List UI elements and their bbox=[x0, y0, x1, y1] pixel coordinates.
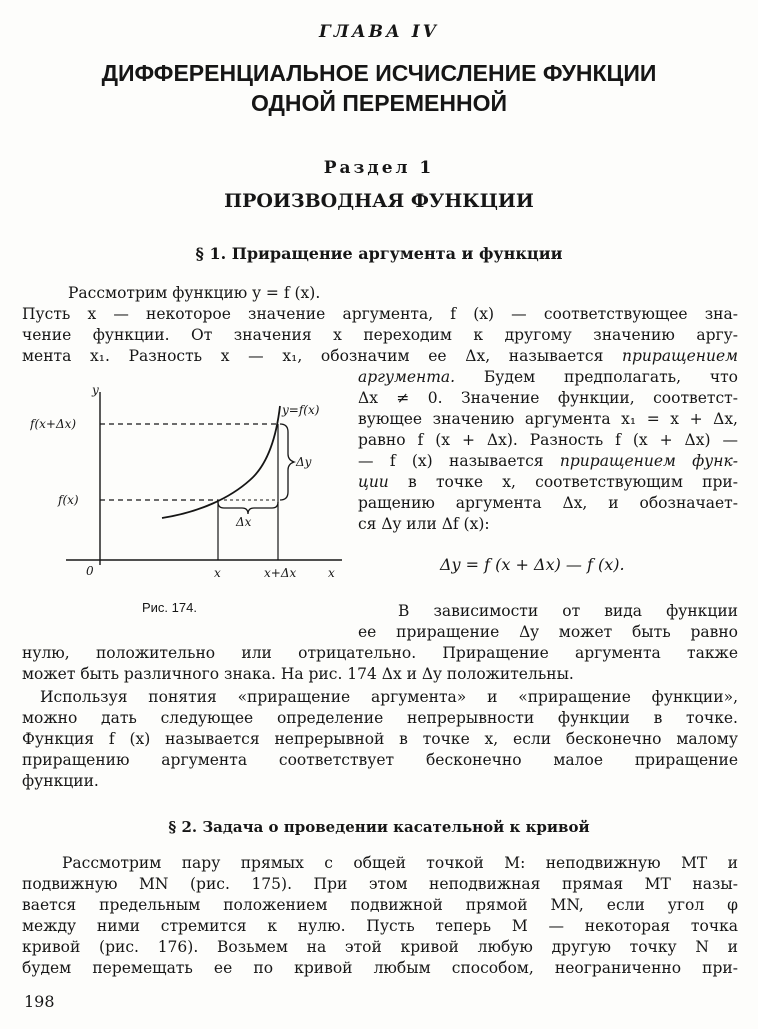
p3-line-3: Функция f (x) называется непрерывной в точке x, если бесконечно малому bbox=[22, 730, 738, 748]
p1-line-10 bbox=[358, 472, 738, 493]
p1-line-5-text: Будем предполагать, что bbox=[455, 368, 738, 386]
p3-line-1: Используя понятия «приращение аргумента» и «приращение функции», bbox=[40, 688, 738, 706]
p1-line-2: Пусть x — некоторое значение аргумента, f (x) — соответствующее зна- bbox=[22, 305, 738, 323]
p4-line-6: будем перемещать ее по кривой любым способом, неограниченно при- bbox=[22, 959, 738, 977]
p1-line-9-text: — f (x) называется bbox=[358, 452, 560, 470]
p1-line-8: равно f (x + Δx). Разность f (x + Δx) — bbox=[358, 431, 738, 449]
brace-dy bbox=[280, 424, 294, 500]
label-origin: 0 bbox=[86, 564, 94, 578]
p1-line-11: ращению аргумента Δx, и обозначает- bbox=[358, 494, 738, 512]
p1-line-12: ся Δy или Δf (x): bbox=[358, 515, 490, 533]
paragraph-1-title: § 1. Приращение аргумента и функции bbox=[195, 244, 563, 263]
formula-delta-y: Δy = f (x + Δx) — f (x). bbox=[440, 555, 625, 574]
p1-term-increment: приращением bbox=[622, 347, 738, 365]
p2-line-2: ее приращение Δy может быть равно bbox=[358, 623, 738, 641]
p1-line-1: Рассмотрим функцию y = f (x). bbox=[68, 284, 321, 302]
label-dy: Δy bbox=[296, 455, 312, 469]
chapter-title bbox=[0, 58, 758, 118]
label-y-axis: y bbox=[92, 383, 99, 397]
p1-line-5 bbox=[358, 367, 738, 388]
label-xdx: x+Δx bbox=[264, 566, 297, 580]
paragraph-2-title: § 2. Задача о проведении касательной к кривой bbox=[168, 818, 590, 836]
p4-line-1: Рассмотрим пару прямых с общей точкой M: неподвижную MT и bbox=[62, 854, 738, 872]
chapter-heading: ГЛАВА IV bbox=[319, 22, 439, 42]
p4-line-5: кривой (рис. 176). Возьмем на этой кривой любую другую точку N и bbox=[22, 938, 738, 956]
p1-term-tsii: ции bbox=[358, 473, 389, 491]
p1-term-func-increment: приращением функ- bbox=[559, 452, 738, 470]
p1-line-6: Δx ≠ 0. Значение функции, соответст- bbox=[358, 389, 738, 407]
p1-term-argument: аргумента. bbox=[358, 368, 456, 386]
p1-line-4-text: мента x₁. Разность x — x₁, обозначим ее Δx, называется bbox=[22, 347, 623, 365]
section-heading: Раздел 1 bbox=[323, 158, 435, 178]
figure-caption: Рис. 174. bbox=[142, 600, 197, 615]
p2-line-4: может быть различного знака. На рис. 174 Δx и Δy положительны. bbox=[22, 665, 574, 683]
label-x: x bbox=[214, 566, 221, 580]
p3-line-5: функции. bbox=[22, 772, 99, 790]
p2-line-1: В зависимости от вида функции bbox=[398, 602, 738, 620]
label-curve: y=f(x) bbox=[282, 403, 320, 417]
section-title: ПРОИЗВОДНАЯ ФУНКЦИИ bbox=[224, 190, 534, 212]
p4-line-4: между ними стремится к нулю. Пусть теперь M — некоторая точка bbox=[22, 917, 738, 935]
p1-line-9 bbox=[358, 451, 738, 472]
brace-dx bbox=[218, 502, 278, 514]
p1-line-7: вующее значению аргумента x₁ = x + Δx, bbox=[358, 410, 738, 428]
chapter-title-line1: ДИФФЕРЕНЦИАЛЬНОЕ ИСЧИСЛЕНИЕ ФУНКЦИИ bbox=[101, 60, 657, 86]
label-x-axis: x bbox=[328, 566, 335, 580]
p3-line-4: приращению аргумента соответствует бесконечно малое приращение bbox=[22, 751, 738, 769]
p1-line-4 bbox=[22, 346, 738, 367]
p4-line-2: подвижную MN (рис. 175). При этом неподвижная прямая MT назы- bbox=[22, 875, 738, 893]
label-fxdx: f(x+Δx) bbox=[30, 417, 77, 431]
label-dx: Δx bbox=[236, 515, 252, 529]
p1-line-10-text: в точке x, соответствующим при- bbox=[388, 473, 738, 491]
curve-f bbox=[162, 406, 280, 518]
p3-line-2: можно дать следующее определение непрерывности функции в точке. bbox=[22, 709, 738, 727]
page-number: 198 bbox=[24, 992, 55, 1011]
p4-line-3: вается предельным положением подвижной прямой MN, если угол φ bbox=[22, 896, 738, 914]
figure-174 bbox=[30, 380, 350, 590]
p2-line-3: нулю, положительно или отрицательно. Приращение аргумента также bbox=[22, 644, 738, 662]
p1-line-3: чение функции. От значения x переходим к другому значению аргу- bbox=[22, 326, 738, 344]
label-fx: f(x) bbox=[58, 493, 79, 507]
chapter-title-line2: ОДНОЙ ПЕРЕМЕННОЙ bbox=[250, 90, 508, 116]
